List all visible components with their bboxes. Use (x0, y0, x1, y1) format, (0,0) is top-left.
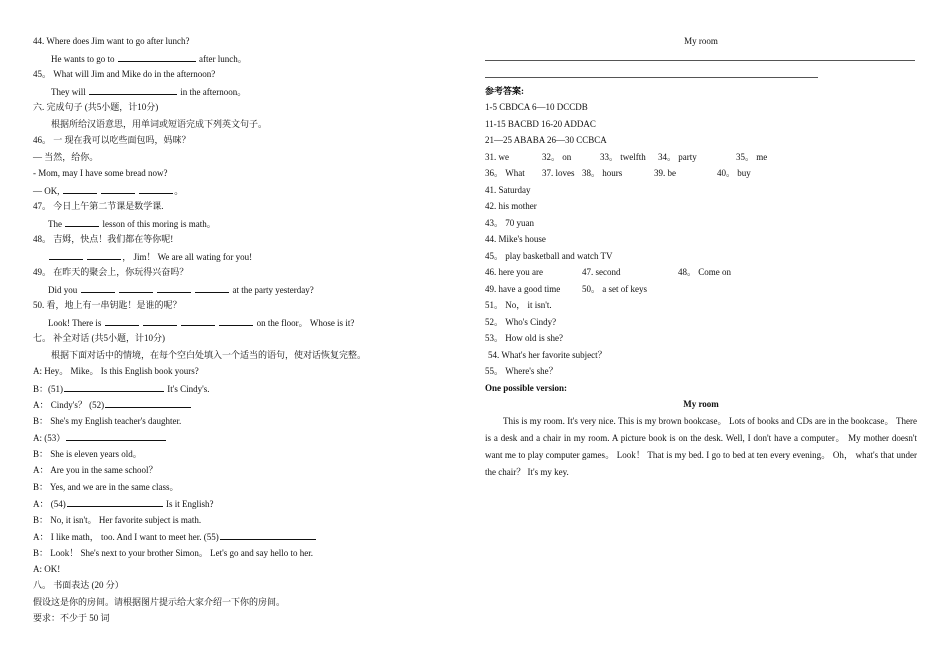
blank-46c[interactable] (139, 185, 173, 194)
dialogue-2-prefix: B：(51) (33, 384, 63, 394)
blank-48b[interactable] (87, 251, 121, 260)
blank-51[interactable] (64, 383, 164, 392)
answer-35: 35。 me (736, 152, 768, 162)
answer-47-prefix: The (48, 219, 62, 229)
blank-46a[interactable] (63, 185, 97, 194)
answer-line-48 (48, 251, 252, 263)
dialogue-line-6: B： She is eleven years old。 (33, 449, 142, 459)
dialogue-line-11 (33, 531, 317, 543)
blank-45[interactable] (89, 86, 177, 95)
blank-50c[interactable] (181, 317, 215, 326)
answer-line-49 (48, 284, 314, 296)
answer-47: 47. second (582, 267, 621, 277)
question-47: 47。 今日上午第二节课是数学课. (33, 201, 164, 211)
answer-42: 42. his mother (485, 201, 537, 211)
essay-title: My room (683, 399, 719, 409)
section-8-requirement: 要求：不少于 50 词 (33, 613, 110, 623)
dialogue-5-prefix: A: (53） (33, 433, 66, 443)
answer-54: 54. What's her favorite subject？ (488, 350, 607, 360)
answer-34: 34。 party (658, 152, 697, 162)
question-46-line3: - Mom, may I have some bread now? (33, 168, 168, 178)
blank-50d[interactable] (219, 317, 253, 326)
answer-49: 49. have a good time (485, 284, 561, 294)
possible-version-label: One possible version: (485, 383, 568, 393)
dialogue-line-13: A: OK! (33, 564, 61, 574)
answer-44: 44. Mike's house (485, 234, 546, 244)
writing-line-1[interactable] (485, 60, 915, 61)
dialogue-3-prefix: A： Cindy's？ (52) (33, 400, 105, 410)
essay-body: This is my room. It's very nice. This is my brown bookcase。 Lots of books and CDs are in the bookcase。 There is a desk and a chair in my room. A picture book is on the desk. Well, I don't have a computer。 My mother doesn't want me to play computer games。 Look！ That is my bed. I go to bed at ten every evening。 Oh， what's that under the chair？ It's my key. (485, 416, 917, 477)
answer-46: 46. here you are (485, 267, 543, 277)
dialogue-line-4: B： She's my English teacher's daughter. (33, 416, 182, 426)
answer-38: 38。 hours (582, 168, 623, 178)
answer-36: 36。 What (485, 168, 525, 178)
answer-line-50 (48, 317, 354, 329)
answer-43: 43。 70 yuan (485, 218, 534, 228)
dialogue-line-1: A: Hey。 Mike。 Is this English book yours? (33, 366, 199, 376)
section-8-instruction: 假设这是你的房间。请根据图片提示给大家介绍一下你的房间。 (33, 597, 286, 607)
answer-44-prefix: He wants to go to (51, 54, 115, 64)
answer-50-prefix: Look! There is (48, 318, 102, 328)
answer-key-heading: 参考答案: (485, 86, 524, 96)
answer-50-suffix: on the floor。 Whose is it? (256, 318, 355, 328)
dialogue-line-5 (33, 432, 167, 444)
blank-55[interactable] (220, 531, 316, 540)
answer-key-row-2: 11-15 BACBD 16-20 ADDAC (485, 119, 596, 129)
blank-47[interactable] (65, 218, 99, 227)
answer-53: 53。 How old is she? (485, 333, 563, 343)
answer-44-suffix: after lunch。 (199, 54, 247, 64)
question-50: 50. 看，地上有一串钥匙！是谁的呢？ (33, 300, 182, 310)
writing-title: My room (684, 36, 718, 46)
answer-key-row-3: 21—25 ABABA 26—30 CCBCA (485, 135, 607, 145)
blank-48a[interactable] (49, 251, 83, 260)
blank-44[interactable] (118, 53, 196, 62)
dialogue-line-9 (33, 498, 214, 510)
answer-49-prefix: Did you (48, 285, 78, 295)
section-7-heading: 七。 补全对话 (共5小题，计10分) (33, 333, 165, 343)
answer-line-46 (33, 185, 183, 197)
blank-50b[interactable] (143, 317, 177, 326)
answer-46-suffix: 。 (174, 186, 184, 196)
blank-53[interactable] (66, 432, 166, 441)
question-49: 49。 在昨天的聚会上，你玩得兴奋吗？ (33, 267, 189, 277)
answer-line-47 (48, 218, 216, 230)
blank-50a[interactable] (105, 317, 139, 326)
answer-50: 50。 a set of keys (582, 284, 647, 294)
answer-45: 45。 play basketball and watch TV (485, 251, 613, 261)
answer-31: 31. we (485, 152, 509, 162)
answer-46-prefix: — OK, (33, 186, 60, 196)
dialogue-line-12: B： Look！ She's next to your brother Simon。 Let's go and say hello to her. (33, 548, 313, 558)
question-48: 48。 吉姆，快点！我们都在等你呢! (33, 234, 174, 244)
dialogue-2-suffix: It's Cindy's. (167, 384, 210, 394)
blank-46b[interactable] (101, 185, 135, 194)
answer-40: 40。 buy (717, 168, 751, 178)
answer-48-text: ， Jim！ We are all wating for you! (122, 252, 253, 262)
answer-47-suffix: lesson of this moring is math。 (102, 219, 216, 229)
answer-48: 48。 Come on (678, 267, 731, 277)
question-46-line2: — 当然，给你。 (33, 152, 99, 162)
question-45: 45。 What will Jim and Mike do in the afternoon? (33, 69, 216, 79)
answer-41: 41. Saturday (485, 185, 531, 195)
answer-37: 37. loves (542, 168, 575, 178)
blank-49b[interactable] (119, 284, 153, 293)
answer-45-prefix: They will (51, 87, 86, 97)
answer-key-row-1: 1-5 CBDCA 6—10 DCCDB (485, 102, 588, 112)
dialogue-line-8: B： Yes, and we are in the same class。 (33, 482, 179, 492)
answer-49-suffix: at the party yesterday? (232, 285, 314, 295)
answer-55: 55。 Where's she？ (485, 366, 558, 376)
dialogue-line-3 (33, 399, 192, 411)
section-6-instruction: 根据所给汉语意思，用单词或短语完成下列英文句子。 (51, 119, 268, 129)
dialogue-9-suffix: Is it English? (166, 499, 214, 509)
answer-39: 39. be (654, 168, 676, 178)
section-6-heading: 六. 完成句子 (共5小题，计10分) (33, 102, 159, 112)
blank-49d[interactable] (195, 284, 229, 293)
answer-32: 32。 on (542, 152, 572, 162)
section-7-instruction: 根据下面对话中的情境，在每个空白处填入一个适当的语句，使对话恢复完整。 (51, 350, 367, 360)
question-46: 46。 一 现在我可以吃些面包吗，妈咪？ (33, 135, 191, 145)
blank-52[interactable] (105, 399, 191, 408)
blank-54[interactable] (67, 498, 163, 507)
question-44: 44. Where does Jim want to go after lunch? (33, 36, 190, 46)
answer-52: 52。 Who's Cindy? (485, 317, 557, 327)
section-8-heading: 八。 书面表达 (20 分） (33, 580, 124, 590)
answer-line-45 (33, 86, 246, 98)
answer-line-44 (33, 53, 247, 65)
answer-33: 33。 twelfth (600, 152, 646, 162)
dialogue-11-prefix: A： I like math， too. And I want to meet her. (55) (33, 532, 219, 542)
dialogue-line-7: A： Are you in the same school？ (33, 465, 158, 475)
dialogue-9-prefix: A： (54) (33, 499, 66, 509)
dialogue-line-10: B： No, it isn't。 Her favorite subject is math. (33, 515, 202, 525)
dialogue-line-2 (33, 383, 210, 395)
answer-51: 51。 No， it isn't. (485, 300, 552, 310)
blank-49c[interactable] (157, 284, 191, 293)
blank-49a[interactable] (81, 284, 115, 293)
writing-line-2[interactable] (485, 77, 818, 78)
answer-45-suffix: in the afternoon。 (180, 87, 247, 97)
